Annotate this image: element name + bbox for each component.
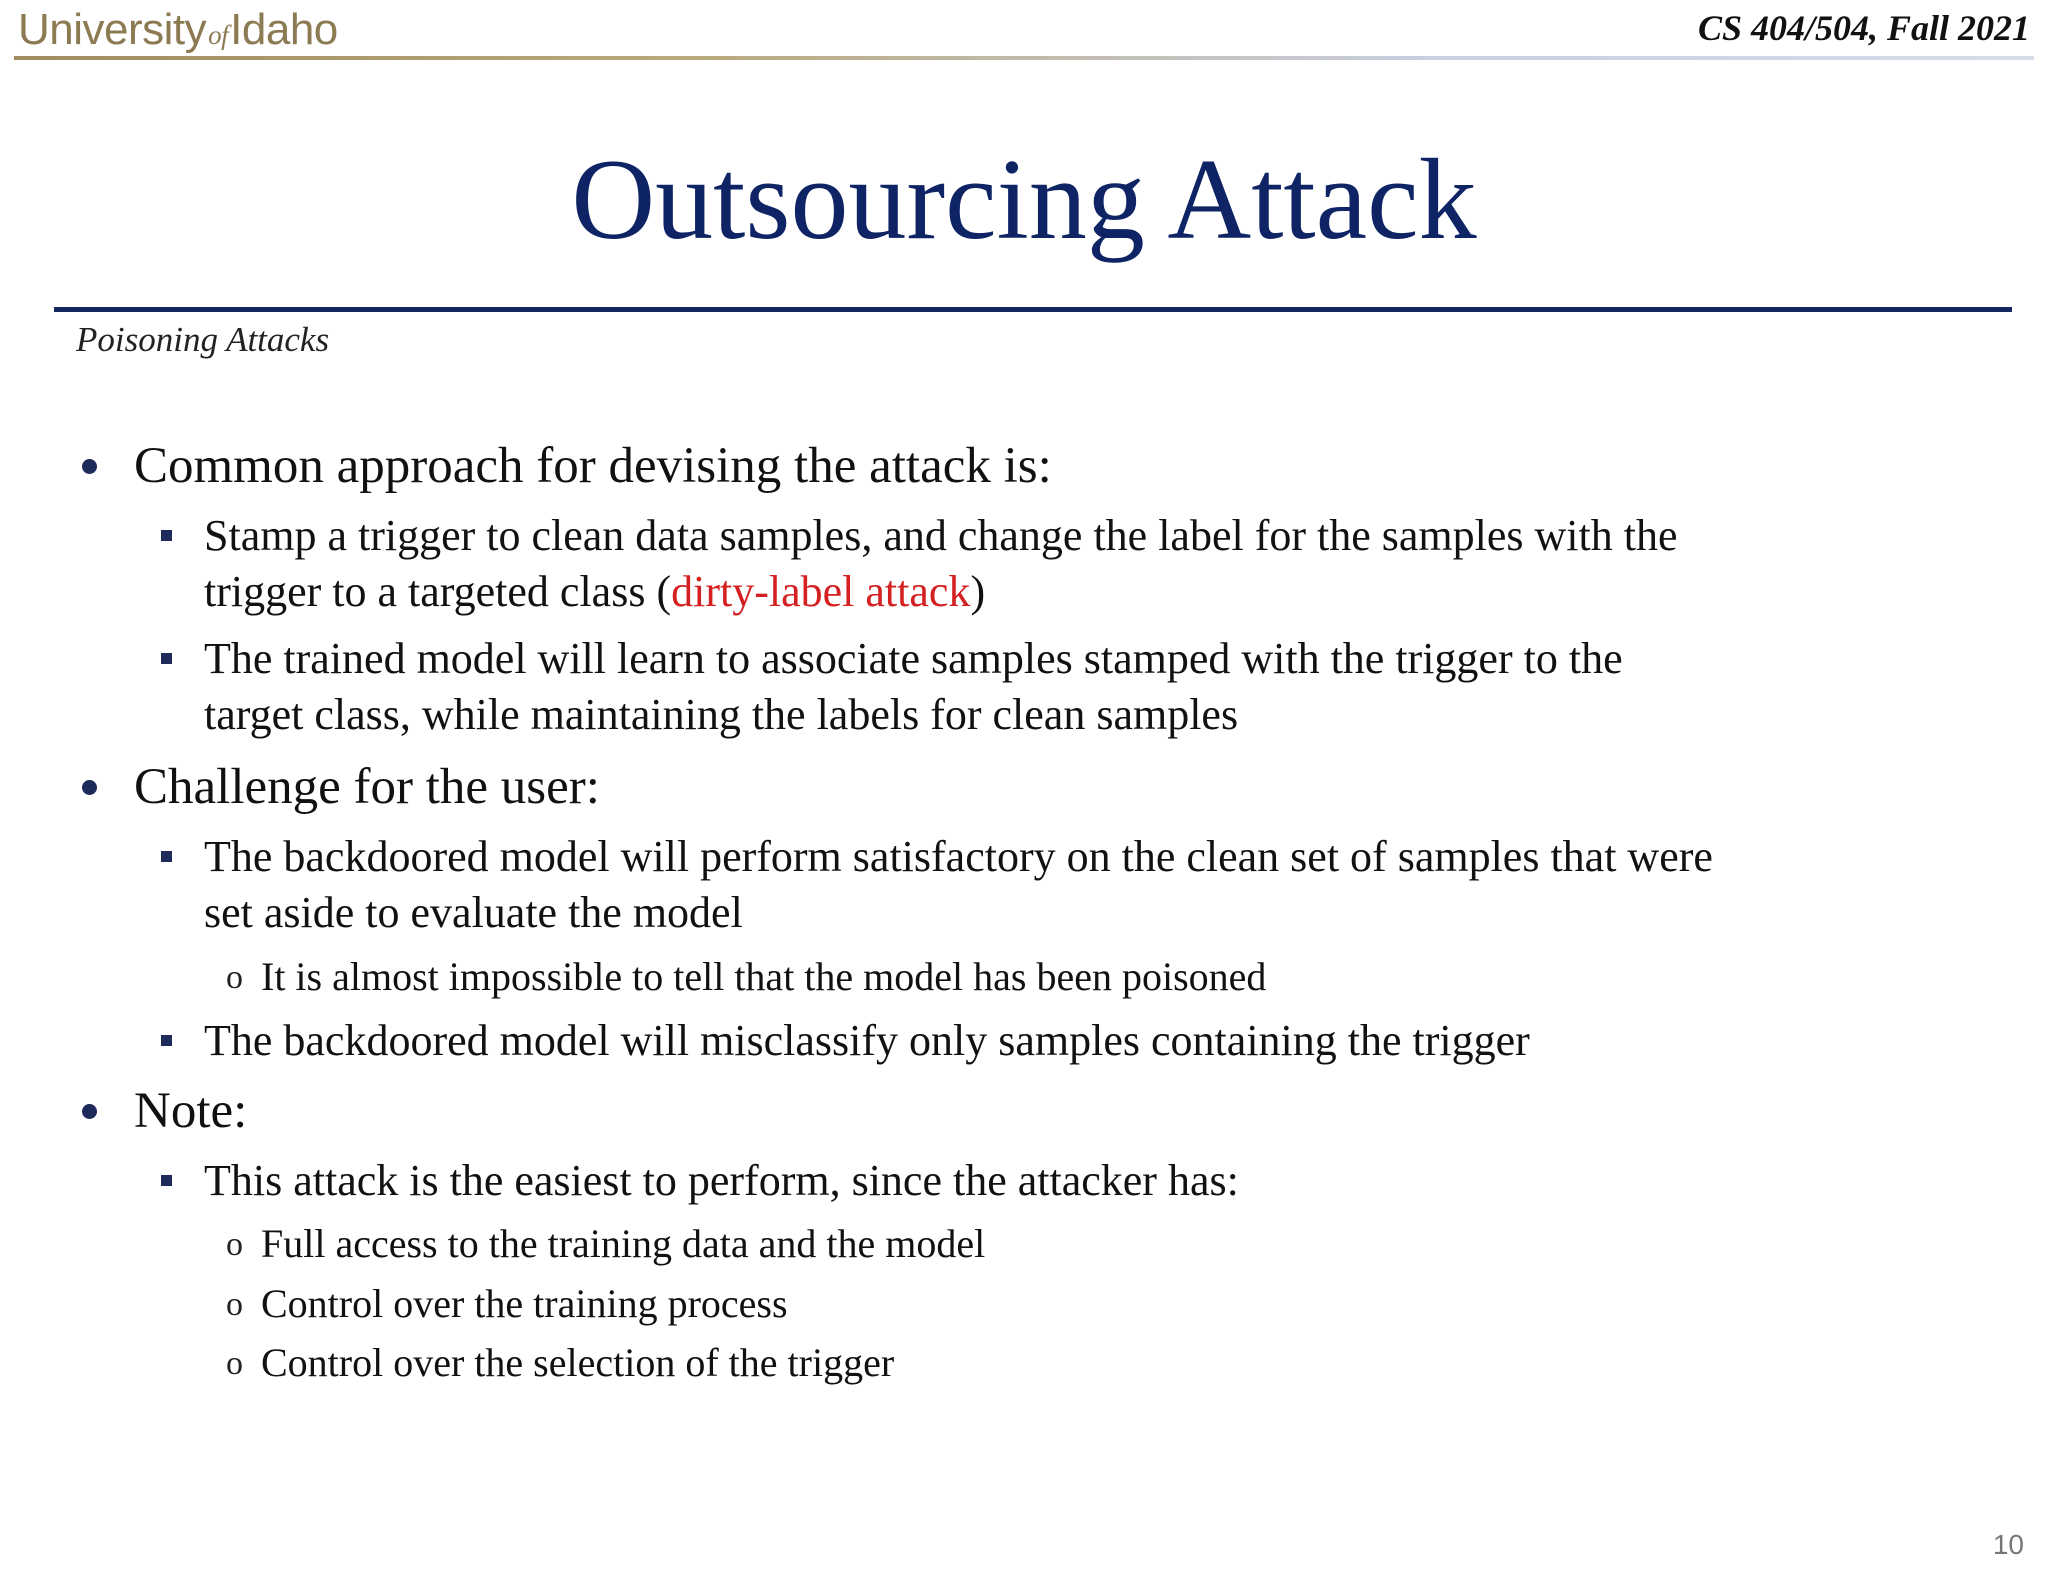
title-divider: [54, 307, 2012, 312]
sub-bullet-text: The trained model will learn to associate samples stamped with the trigger to the: [204, 634, 1623, 683]
sub-bullet-text: Stamp a trigger to clean data samples, and change the label for the samples with the: [204, 511, 1678, 560]
square-bullet-icon: [161, 653, 172, 664]
sub-bullet-text: The backdoored model will misclassify only samples containing the trigger: [204, 1016, 1530, 1065]
circle-bullet-icon: o: [226, 1226, 243, 1263]
logo-of: of: [208, 20, 229, 50]
bullet-text: Challenge for the user:: [134, 759, 600, 815]
section-subtitle: Poisoning Attacks: [76, 320, 330, 359]
circle-bullet-icon: o: [226, 959, 243, 996]
sub-bullet-text-continued: set aside to evaluate the model: [204, 888, 743, 937]
slide-title: Outsourcing Attack: [571, 136, 1477, 264]
sub-bullet-text-continued: target class, while maintaining the labels for clean samples: [204, 690, 1239, 739]
circle-bullet-icon: o: [226, 1286, 243, 1323]
course-label: CS 404/504, Fall 2021: [1697, 8, 2030, 48]
text-segment: trigger to a targeted class (: [204, 567, 672, 616]
university-logo: [18, 2, 338, 63]
bullet-dot-icon: [82, 1104, 97, 1119]
square-bullet-icon: [161, 530, 172, 541]
bullet-dot-icon: [82, 780, 97, 795]
bullet-text: Note:: [134, 1083, 248, 1139]
logo-idaho: Idaho: [230, 5, 338, 54]
bullet-text: Common approach for devising the attack is:: [134, 438, 1052, 494]
circle-bullet-icon: o: [226, 1345, 243, 1382]
sub-sub-bullet-text: Control over the selection of the trigger: [261, 1340, 895, 1385]
square-bullet-icon: [161, 1035, 172, 1046]
sub-sub-bullet-text: Full access to the training data and the model: [261, 1221, 986, 1266]
sub-bullet-text-continued: [204, 564, 985, 620]
bullet-dot-icon: [82, 459, 97, 474]
sub-sub-bullet-text: It is almost impossible to tell that the model has been poisoned: [261, 954, 1267, 999]
dirty-label-highlight: dirty-label attack: [671, 567, 971, 616]
square-bullet-icon: [161, 851, 172, 862]
logo-university: University: [18, 5, 207, 54]
page-number: 10: [1992, 1529, 2024, 1560]
square-bullet-icon: [161, 1175, 172, 1186]
sub-bullet-text: This attack is the easiest to perform, since the attacker has:: [204, 1156, 1239, 1205]
sub-bullet-text: The backdoored model will perform satisfactory on the clean set of samples that were: [204, 832, 1713, 881]
header-divider: [14, 56, 2034, 60]
sub-sub-bullet-text: Control over the training process: [261, 1281, 788, 1326]
text-segment: ): [970, 567, 986, 616]
